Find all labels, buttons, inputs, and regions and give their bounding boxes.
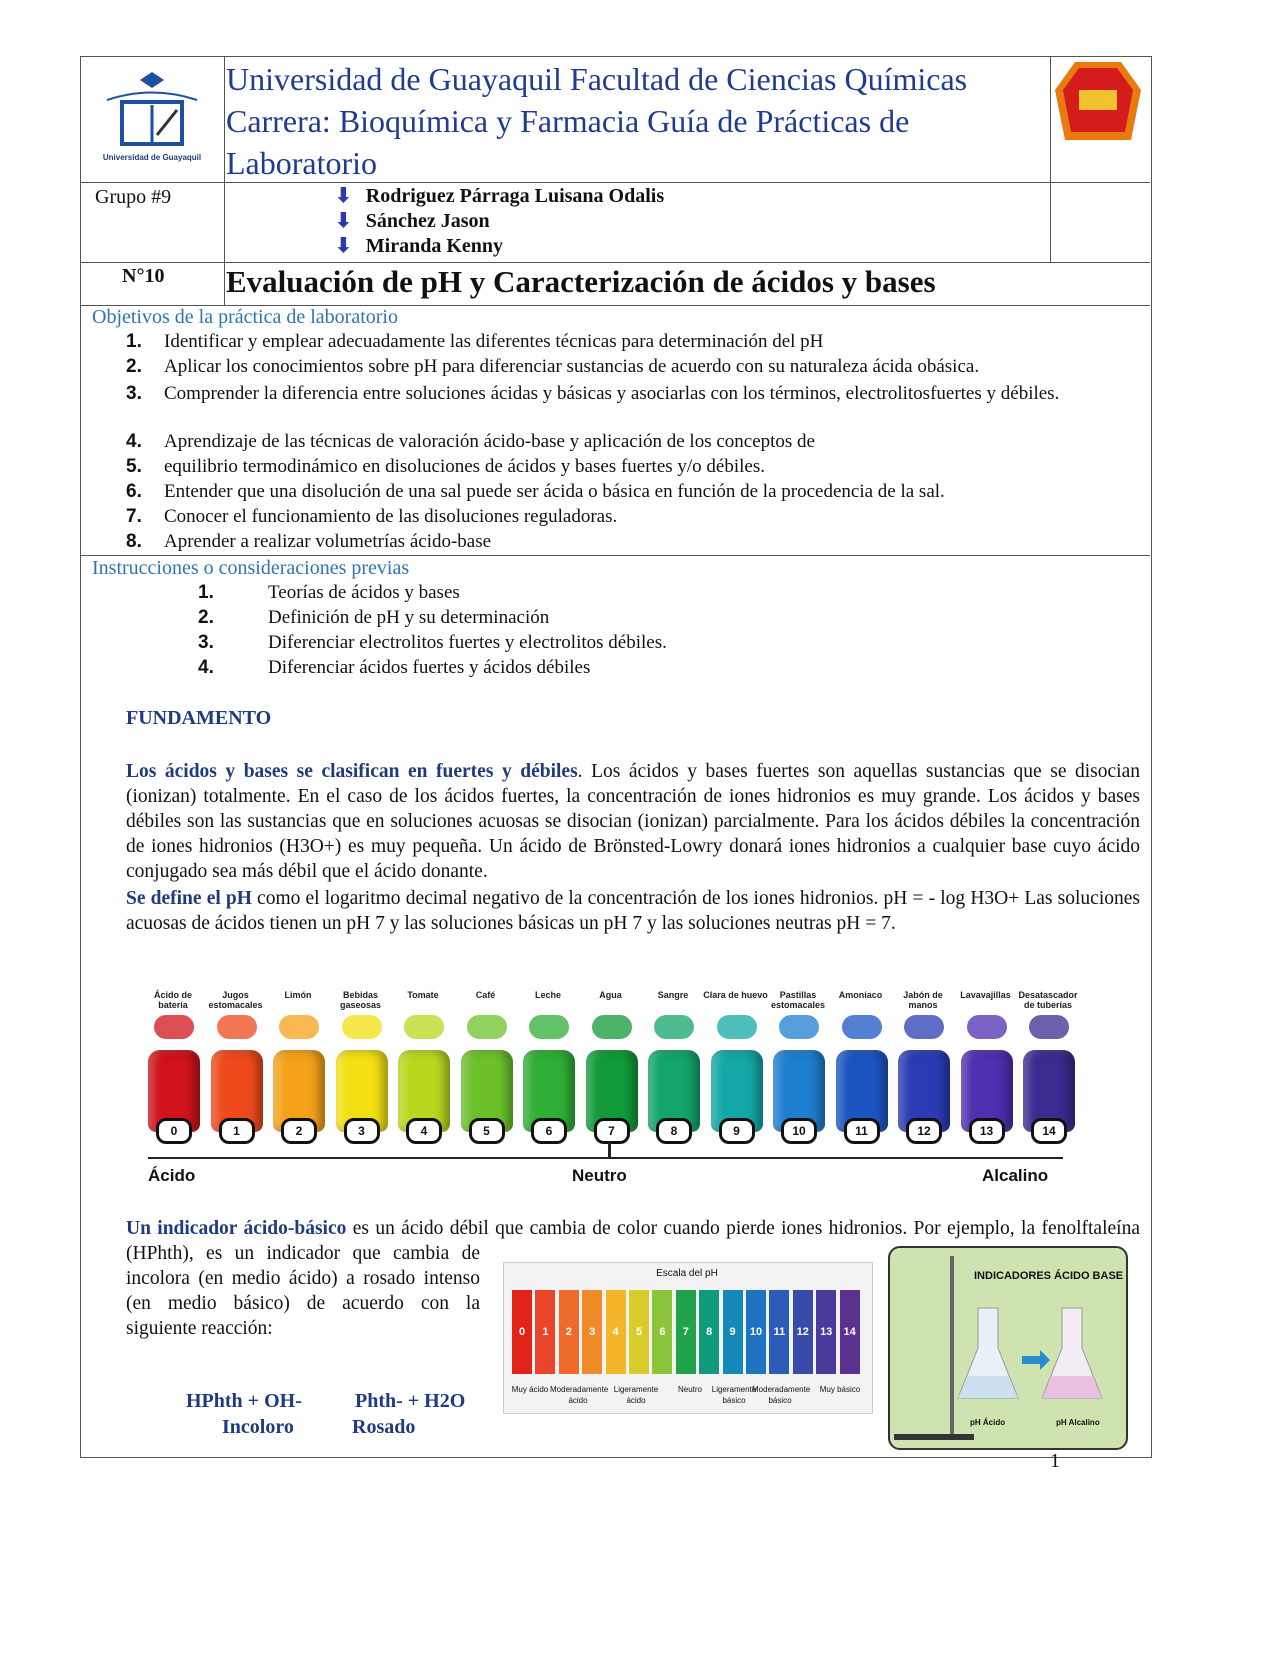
objective-item: 2. Aplicar los conocimientos sobre pH para diferenciar sustancias de acuerdo con su naturaleza ácida obásica. <box>126 356 980 377</box>
arrow-bullet-icon: ⬇ <box>335 185 352 207</box>
ph-number: 14 <box>1031 1118 1067 1144</box>
alkaline-flask-label: pH Alcalino <box>1056 1418 1100 1427</box>
member-item <box>335 184 664 209</box>
substance-label: Leche <box>534 990 561 1000</box>
substance-label: Ácido de batería <box>153 990 192 1010</box>
ph-number: 7 <box>594 1118 630 1144</box>
ph-number: 3 <box>344 1118 380 1144</box>
faculty-logo <box>1055 60 1141 146</box>
substance-label: Jabón de manos <box>903 990 943 1010</box>
scale-category-label: Muy básico <box>819 1385 861 1394</box>
fundamento-paragraph: Los ácidos y bases se clasifican en fuertes y débiles. Los ácidos y bases fuertes son aquellas sustancias que se disocian (ionizan) totalmente. En el caso de los ácidos fuertes, la concentración de iones hidronios es muy grande. Los ácidos y bases débiles son las sustancias que en soluciones acuosas se disocian (ionizan) parcialmente. Para los ácidos débiles la concentración de iones hidronios (H3O+) es muy pequeña. Un ácido de Brönsted-Lowry donará iones hidronios a cualquier base cuyo ácido conjugado sea más débil que el ácido donante. <box>126 761 1140 882</box>
scale-category-label: Muy ácido <box>511 1385 549 1394</box>
member-item <box>335 234 664 259</box>
substance-icon <box>967 1015 1007 1039</box>
arrow-bullet-icon: ⬇ <box>335 210 352 232</box>
objective-item: 4. Aprendizaje de las técnicas de valoración ácido-base y aplicación de los conceptos de <box>126 431 815 452</box>
objective-item: 8. Aprender a realizar volumetrías ácido-base <box>126 531 492 552</box>
university-logo <box>92 60 212 160</box>
scale-title: Escala del pH <box>656 1268 718 1279</box>
pink-label: Rosado <box>352 1416 416 1438</box>
ph-number: 9 <box>719 1118 755 1144</box>
substance-label: Amoníaco <box>838 990 883 1000</box>
objective-item: 7. Conocer el funcionamiento de las disoluciones reguladoras. <box>126 506 618 527</box>
ph-number: 13 <box>969 1118 1005 1144</box>
divider <box>224 56 225 305</box>
substance-label: Pastillas estomacales <box>770 990 826 1010</box>
substance-icon <box>1029 1015 1069 1039</box>
substance-icon <box>779 1015 819 1039</box>
scale-category-label: Neutro <box>677 1385 702 1394</box>
substance-icon <box>342 1015 382 1039</box>
instructions-heading: Instrucciones o consideraciones previas <box>92 557 410 579</box>
logo-caption: Universidad de Guayaquil <box>102 153 202 162</box>
colorless-label: Incoloro <box>222 1416 294 1438</box>
divider <box>80 262 1150 263</box>
scale-bar: 10 <box>746 1290 766 1374</box>
divider <box>80 555 1150 556</box>
substance-icon <box>279 1015 319 1039</box>
instruction-item: 1. Teorías de ácidos y bases <box>198 582 460 603</box>
substance-label: Limón <box>284 990 312 1000</box>
ph-number: 10 <box>781 1118 817 1144</box>
practice-title: Evaluación de pH y Caracterización de ácidos y bases <box>226 264 936 299</box>
ph-number: 12 <box>906 1118 942 1144</box>
ph-number: 11 <box>844 1118 880 1144</box>
header-title: Universidad de Guayaquil Facultad de Ciencias Químicas Carrera: Bioquímica y Farmacia Guía de Prácticas de Laboratorio <box>226 61 968 181</box>
objective-item: 3. Comprender la diferencia entre soluciones ácidas y básicas y asociarlas con los términos, electrolitosfuertes y débiles. <box>126 383 1060 404</box>
substance-icon <box>842 1015 882 1039</box>
instruction-item: 2. Definición de pH y su determinación <box>198 607 550 628</box>
substance-label: Lavavajillas <box>960 990 1011 1000</box>
instruction-item: 3. Diferenciar electrolitos fuertes y electrolitos débiles. <box>198 632 667 653</box>
fundamento-heading: FUNDAMENTO <box>126 707 272 729</box>
objectives-heading: Objetivos de la práctica de laboratorio <box>92 306 398 328</box>
scale-bar: 8 <box>699 1290 719 1374</box>
scale-category-label: Ligeramente ácido <box>613 1385 659 1405</box>
ph-axis-line <box>148 1157 1063 1159</box>
substance-icon <box>904 1015 944 1039</box>
objective-item: 6. Entender que una disolución de una sal puede ser ácida o básica en función de la procedencia de la sal. <box>126 481 945 502</box>
scale-bar: 12 <box>793 1290 813 1374</box>
member-list <box>335 184 664 259</box>
divider <box>1050 56 1051 262</box>
ph-number: 6 <box>531 1118 567 1144</box>
scale-bar: 2 <box>559 1290 579 1374</box>
indicators-illustration <box>888 1246 1128 1450</box>
ph-scale-illustration <box>130 985 1100 1195</box>
indicators-title: INDICADORES ÁCIDO BASE <box>974 1270 1124 1282</box>
member-name: Sánchez Jason <box>365 210 490 232</box>
ph-number: 2 <box>281 1118 317 1144</box>
scale-bar: 14 <box>840 1290 860 1374</box>
substance-icon <box>717 1015 757 1039</box>
neutral-tick <box>608 1142 611 1158</box>
ph-number: 4 <box>406 1118 442 1144</box>
substance-label: Sangre <box>657 990 689 1000</box>
scale-bar: 1 <box>535 1290 555 1374</box>
substance-icon <box>529 1015 569 1039</box>
substance-icon <box>217 1015 257 1039</box>
substance-icon <box>654 1015 694 1039</box>
scale-category-label: Moderadamente ácido <box>550 1385 609 1405</box>
ph-number: 8 <box>656 1118 692 1144</box>
scale-bar: 9 <box>723 1290 743 1374</box>
ph-number: 0 <box>156 1118 192 1144</box>
ph-number: 1 <box>219 1118 255 1144</box>
substance-label: Bebidas gaseosas <box>339 990 382 1010</box>
axis-label-alkaline: Alcalino <box>982 1166 1049 1185</box>
reaction-right: Phth- + H2O <box>355 1390 466 1412</box>
scale-bar: 7 <box>676 1290 696 1374</box>
page-number: 1 <box>1050 1450 1060 1472</box>
scale-bar: 0 <box>512 1290 532 1374</box>
substance-icon <box>592 1015 632 1039</box>
objective-item: 5. equilibrio termodinámico en disoluciones de ácidos y bases fuertes y/o débiles. <box>126 456 765 477</box>
scale-category-label: Moderadamente básico <box>752 1385 811 1405</box>
scale-bar: 11 <box>769 1290 789 1374</box>
member-item <box>335 209 664 234</box>
substance-label: Clara de huevo <box>703 990 768 1000</box>
member-name: Miranda Kenny <box>365 235 504 257</box>
ph-definition-paragraph: Se define el pH como el logaritmo decimal negativo de la concentración de los iones hidronios. pH = - log H3O+ Las soluciones acuosas de ácidos tienen un pH 7 y las soluciones básicas un pH 7 y las soluciones neutras pH = 7. <box>126 888 1140 934</box>
arrow-bullet-icon: ⬇ <box>335 235 352 257</box>
group-label: Grupo #9 <box>95 186 172 208</box>
substance-icon <box>467 1015 507 1039</box>
scale-bar: 3 <box>582 1290 602 1374</box>
indicator-text: es un ácido débil que cambia de color cuando pierde iones hidronios. Por ejemplo, la fenolftaleína (HPhth), es un indicador que cambia de incolora (en medio ácido) a rosado intenso (en medio básico) de acuerdo con la siguiente reacción: <box>126 1218 1140 1339</box>
member-name: Rodriguez Párraga Luisana Odalis <box>365 185 665 207</box>
instruction-item: 4. Diferenciar ácidos fuertes y ácidos débiles <box>198 657 591 678</box>
scale-bar: 5 <box>629 1290 649 1374</box>
substance-label: Jugos estomacales <box>208 990 263 1010</box>
scale-bar: 13 <box>816 1290 836 1374</box>
scale-bar: 6 <box>652 1290 672 1374</box>
substance-label: Tomate <box>407 990 439 1000</box>
substance-icon <box>154 1015 194 1039</box>
substance-label: Desatascador de tuberías <box>1018 990 1078 1010</box>
objective-item: 1. Identificar y emplear adecuadamente las diferentes técnicas para determinación del pH <box>126 331 824 352</box>
indicator-term: Un indicador ácido-básico <box>126 1218 347 1239</box>
substance-label: Agua <box>599 990 622 1000</box>
scale-category-label: Ligeramente básico <box>711 1385 757 1405</box>
scale-bar: 4 <box>606 1290 626 1374</box>
acid-flask-label: pH Ácido <box>970 1418 1006 1427</box>
substance-label: Café <box>475 990 496 1000</box>
axis-label-acid: Ácido <box>148 1166 196 1185</box>
practice-number: N°10 <box>122 265 165 287</box>
substance-icon <box>404 1015 444 1039</box>
reaction-left: HPhth + OH- <box>186 1390 302 1412</box>
ph-number: 5 <box>469 1118 505 1144</box>
axis-label-neutral: Neutro <box>572 1166 627 1185</box>
